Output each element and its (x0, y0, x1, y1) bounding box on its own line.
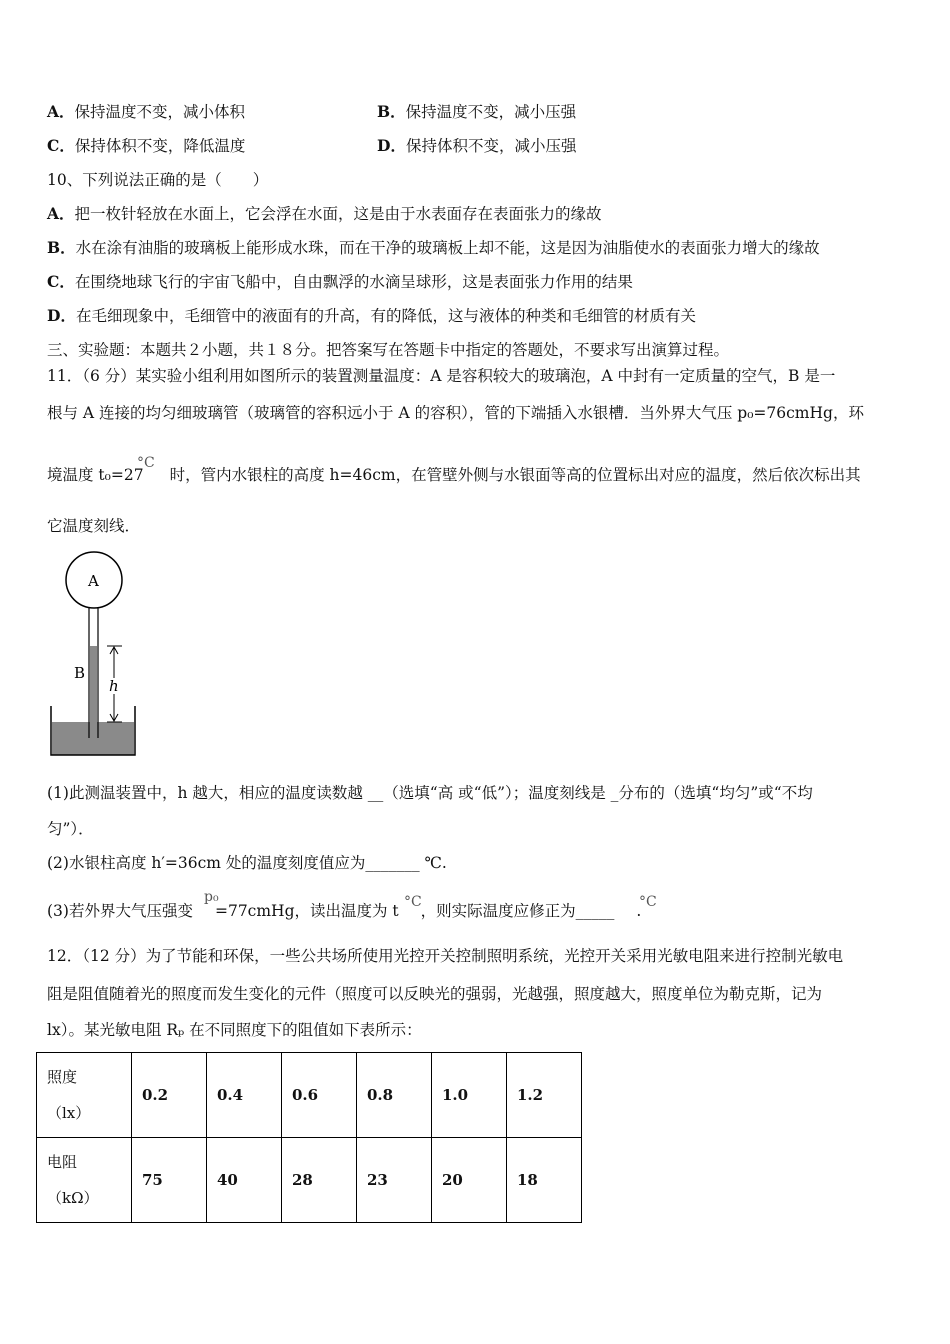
degree-symbol-3: °C (639, 894, 657, 910)
photoresistor-table (36, 1052, 582, 1223)
q10-option-a: A．把一枚针轻放在水面上，它会浮在水面，这是由于水表面存在表面张力的缘故 (47, 204, 602, 223)
q9-option-b: B．保持温度不变，减小压强 (377, 102, 577, 121)
q10-option-c: C．在围绕地球飞行的宇宙飞船中，自由飘浮的水滴呈球形，这是表面张力作用的结果 (47, 272, 633, 291)
q9-option-d: D．保持体积不变，减小压强 (377, 136, 577, 155)
bulb-label: A (88, 572, 99, 590)
mercury-column (90, 646, 97, 738)
tube-label: B (74, 664, 86, 682)
table-cell: 28 (282, 1138, 357, 1223)
degree-symbol-2: °C (404, 894, 422, 910)
table-cell: 20 (432, 1138, 507, 1223)
table-cell: 0.8 (357, 1053, 432, 1138)
q11-line-4: 它温度刻线． (47, 517, 141, 535)
q10-option-b: B．水在涂有油脂的玻璃板上能形成水珠，而在干净的玻璃板上却不能，这是因为油脂使水的表面张力增大的缘故 (47, 238, 820, 257)
section-3-heading: 三、实验题：本题共２小题，共１８分。把答案写在答题卡中指定的答题处，不要求写出演算过程。 (47, 341, 730, 359)
thermometer-apparatus-figure (48, 548, 140, 760)
table-cell: 0.2 (132, 1053, 207, 1138)
table-cell: 40 (207, 1138, 282, 1223)
q12-line-2: 阻是阻值随着光的照度而发生变化的元件（照度可以反映光的强弱，光越强，照度越大，照度单位为勒克斯，记为 (47, 985, 823, 1003)
q11-line-3: 境温度 t₀=27 时，管内水银柱的高度 h=46cm，在管壁外侧与水银面等高的位置标出对应的温度，然后依次标出其 (47, 466, 861, 484)
q10-stem: 10、下列说法正确的是（ ） (47, 171, 269, 189)
degree-symbol: °C (137, 455, 155, 471)
q12-line-1: 12．（12 分）为了节能和环保，一些公共场所使用光控开关控制照明系统，光控开关采用光敏电阻来进行控制光敏电 (47, 947, 844, 965)
table-cell: 75 (132, 1138, 207, 1223)
table-cell: 1.2 (507, 1053, 582, 1138)
p0-symbol: p₀ (204, 889, 219, 905)
height-label: h (109, 677, 119, 695)
table-cell: 0.4 (207, 1053, 282, 1138)
q11-part-1-cont: 匀”）． (47, 820, 94, 838)
q11-line-1: 11．（6 分）某实验小组利用如图所示的装置测量温度：A 是容积较大的玻璃泡，A 中封有一定质量的空气，B 是一 (47, 367, 836, 385)
q11-part-1: (1)此测温装置中，h 越大，相应的温度读数越 __（选填“高 或“低”）；温度刻线是 _分布的（选填“均匀”或“不均 (47, 784, 813, 802)
table-header-cell: 电阻 （kΩ） (37, 1138, 132, 1223)
q10-option-d: D．在毛细现象中，毛细管中的液面有的升高，有的降低，这与液体的种类和毛细管的材质有关 (47, 306, 696, 325)
q11-line-2: 根与 A 连接的均匀细玻璃管（玻璃管的容积远小于 A 的容积），管的下端插入水银槽．当外界大气压 p₀=76cmHg，环 (47, 404, 864, 422)
table-row (37, 1138, 582, 1223)
q9-option-a: A．保持温度不变，减小体积 (47, 102, 246, 121)
table-cell: 23 (357, 1138, 432, 1223)
q12-line-3: lx）。某光敏电阻 Rₚ 在不同照度下的阻值如下表所示： (47, 1021, 422, 1039)
q9-option-c: C．保持体积不变，降低温度 (47, 136, 246, 155)
table-cell: 1.0 (432, 1053, 507, 1138)
q11-part-2: (2)水银柱高度 h′=36cm 处的温度刻度值应为_______ ℃. (47, 854, 447, 872)
q11-part-3: (3)若外界大气压强变 =77cmHg，读出温度为 t ，则实际温度应修正为_____ . (47, 902, 642, 920)
table-header-cell: 照度 （lx） (37, 1053, 132, 1138)
table-cell: 18 (507, 1138, 582, 1223)
table-row (37, 1053, 582, 1138)
table-cell: 0.6 (282, 1053, 357, 1138)
